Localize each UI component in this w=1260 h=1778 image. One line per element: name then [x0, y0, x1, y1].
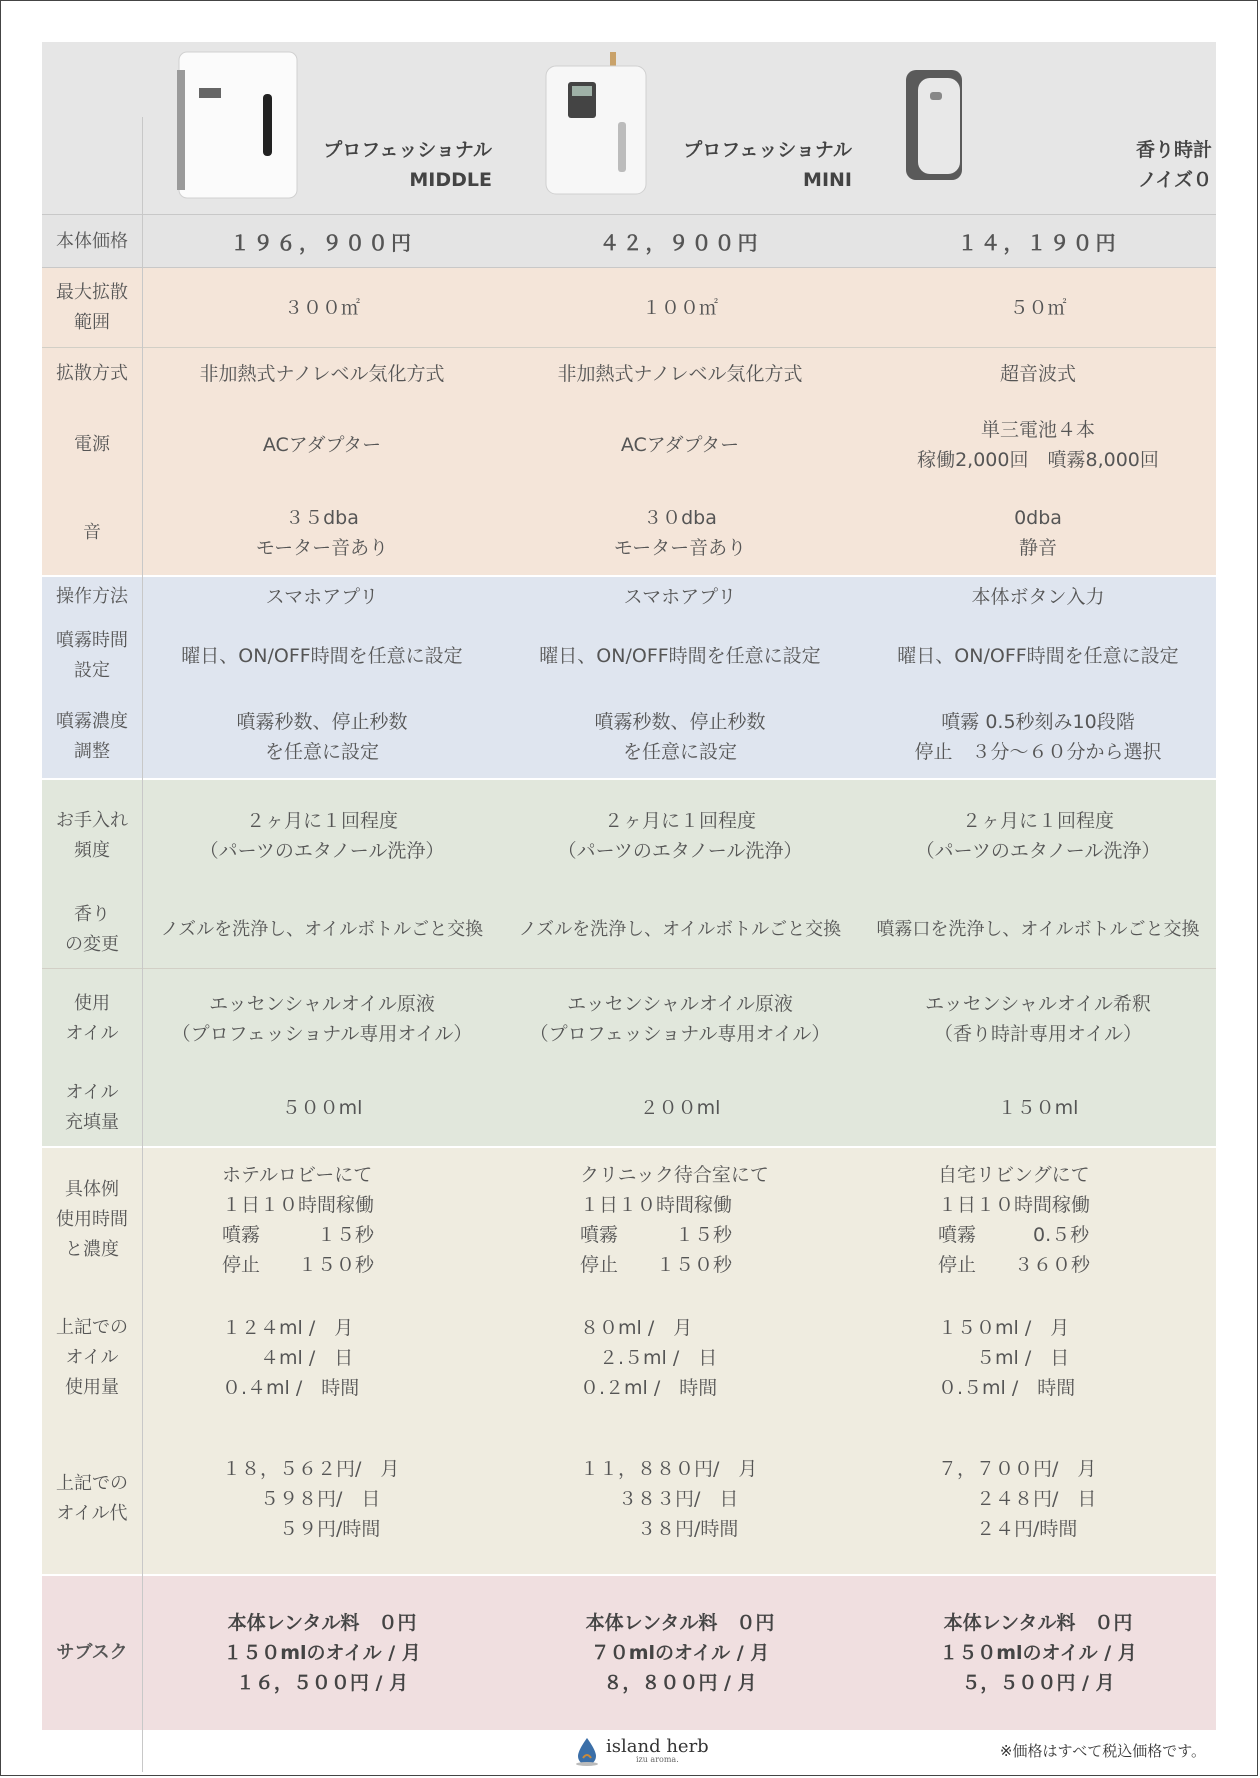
row-label-line: サブスク: [56, 1642, 128, 1663]
cell-line: エッセンシャルオイル原液: [567, 993, 793, 1015]
cell-range-0: [144, 268, 500, 348]
cell-line: ５ml / 日: [938, 1347, 1070, 1369]
cell-line: １日１０時間稼働: [580, 1194, 733, 1216]
cell-line: １日１０時間稼働: [938, 1194, 1091, 1216]
cell-line: １１，８８０円/ 月: [580, 1458, 758, 1480]
cell-timer-1: [502, 617, 858, 695]
cell-line: ACアダプター: [262, 434, 382, 456]
product-name-line: 香り時計: [1135, 139, 1212, 161]
row-label-usage: [42, 1292, 142, 1424]
cell-line: ２.５ml / 日: [580, 1347, 718, 1369]
cell-range-1: [502, 268, 858, 348]
cell-line: エッセンシャルオイル希釈: [925, 993, 1151, 1015]
cell-usage-2: [860, 1292, 1216, 1424]
column-divider: [142, 117, 143, 1772]
cell-line: ８０ml / 月: [580, 1317, 693, 1339]
row-label-line: 本体価格: [56, 230, 128, 252]
row-label-line: 噴霧時間: [56, 630, 128, 651]
cell-line: ０.５ml / 時間: [938, 1377, 1076, 1399]
cell-line: ５００ml: [281, 1096, 363, 1119]
cell-line: 曜日、ON/OFF時間を任意に設定: [181, 645, 463, 667]
cell-line: （プロフェッショナル専用オイル）: [529, 1023, 831, 1045]
row-label-line: 具体例: [65, 1179, 119, 1200]
row-label-line: 上記での: [56, 1473, 128, 1494]
row-label-care: [42, 780, 142, 892]
cell-line: ７０mlのオイル / 月: [590, 1642, 770, 1664]
cell-price-0: [144, 215, 500, 268]
cell-line: スマホアプリ: [265, 586, 379, 608]
cell-method-1: [502, 348, 858, 400]
cell-change-0: [144, 892, 500, 968]
cell-subscription-1: [502, 1576, 858, 1730]
cell-line: 非加熱式ナノレベル気化方式: [199, 363, 445, 385]
row-label-line: 頻度: [74, 840, 110, 861]
cell-capacity-0: [144, 1069, 500, 1146]
cell-line: ノズルを洗浄し、オイルボトルごと交換: [518, 919, 842, 940]
cell-cost-0: [144, 1424, 500, 1574]
cell-line: ０.２ml / 時間: [580, 1377, 718, 1399]
row-label-line: 最大拡散: [56, 282, 128, 303]
cell-timer-0: [144, 617, 500, 695]
cell-line: ３５dba: [285, 506, 359, 529]
cell-sound-0: [144, 490, 500, 575]
cell-line: １５０mlのオイル / 月: [939, 1642, 1137, 1664]
row-label-line: 拡散方式: [56, 363, 128, 384]
cell-line: 噴霧秒数、停止秒数: [236, 710, 408, 733]
row-label-line: 音: [83, 521, 101, 543]
cell-line: １５０ml: [997, 1096, 1079, 1119]
cell-line: ５，５００円 / 月: [961, 1672, 1115, 1694]
row-label-change: [42, 892, 142, 968]
cell-density-1: [502, 695, 858, 778]
product-name-line: ノイズ０: [1137, 169, 1212, 191]
cell-line: 曜日、ON/OFF時間を任意に設定: [539, 645, 821, 667]
row-label-line: 使用: [74, 993, 110, 1014]
row-label-line: 噴霧濃度: [56, 710, 128, 732]
cell-line: 曜日、ON/OFF時間を任意に設定: [897, 645, 1179, 667]
cell-line: （パーツのエタノール洗浄）: [199, 840, 445, 862]
cell-care-0: [144, 780, 500, 892]
row-label-sound: [42, 490, 142, 575]
product-name-mini: [602, 134, 852, 196]
cell-line: 停止 ３６０秒: [938, 1254, 1091, 1276]
row-label-line: 使用時間: [56, 1209, 128, 1230]
cell-oil-0: [144, 969, 500, 1069]
cell-line: ５０㎡: [1009, 297, 1067, 319]
cell-line: ２００ml: [639, 1096, 721, 1119]
cell-line: １５０mlのオイル / 月: [223, 1642, 421, 1664]
cell-example-1: [502, 1148, 858, 1292]
row-label-line: 設定: [74, 660, 110, 681]
cell-subscription-2: [860, 1576, 1216, 1730]
cell-sound-2: [860, 490, 1216, 575]
tax-note: ※価格はすべて税込価格です。: [999, 1742, 1206, 1760]
cell-line: 停止 １５０秒: [222, 1254, 375, 1276]
cell-line: を任意に設定: [264, 740, 379, 763]
row-label-capacity: [42, 1069, 142, 1146]
cell-cost-2: [860, 1424, 1216, 1574]
cell-line: 自宅リビングにて: [938, 1164, 1090, 1186]
cell-line: ２４円/時間: [938, 1518, 1078, 1540]
row-label-example: [42, 1148, 142, 1292]
cell-line: 本体レンタル料 ０円: [943, 1612, 1133, 1634]
cell-line: ACアダプター: [620, 434, 740, 456]
cell-sound-1: [502, 490, 858, 575]
cell-line: 停止 ３分〜６０分から選択: [914, 740, 1162, 763]
row-label-line: 調整: [74, 740, 110, 762]
cell-line: ３００㎡: [283, 297, 360, 319]
cell-line: ７，７００円/ 月: [938, 1458, 1097, 1480]
cell-density-0: [144, 695, 500, 778]
row-label-line: オイル: [65, 1023, 119, 1044]
product-name-clock: [962, 134, 1212, 196]
cell-line: １６，５００円 / 月: [235, 1672, 409, 1694]
cell-price-2: [860, 215, 1216, 268]
logo-subtext: izu aroma.: [635, 1754, 679, 1764]
cell-line: ４２，９００円: [599, 231, 761, 255]
cell-oil-1: [502, 969, 858, 1069]
cell-line: を任意に設定: [622, 740, 737, 763]
cell-line: 噴霧口を洗浄し、オイルボトルごと交換: [876, 919, 1200, 940]
cell-line: ２４８円/ 日: [938, 1488, 1097, 1510]
cell-line: ２ヶ月に１回程度: [961, 810, 1114, 832]
cell-line: １４，１９０円: [957, 231, 1119, 255]
cell-line: 稼働2,000回 噴霧8,000回: [917, 449, 1159, 471]
drop-logo-icon: [574, 1736, 600, 1766]
row-label-line: の変更: [65, 934, 119, 955]
cell-line: ホテルロビーにて: [222, 1164, 373, 1186]
island-herb-logo: [574, 1736, 709, 1766]
cell-operation-2: [860, 577, 1216, 617]
cell-line: モーター音あり: [255, 536, 389, 559]
cell-line: （パーツのエタノール洗浄）: [915, 840, 1161, 862]
cell-care-1: [502, 780, 858, 892]
cell-density-2: [860, 695, 1216, 778]
cell-line: スマホアプリ: [623, 586, 737, 608]
cell-line: （プロフェッショナル専用オイル）: [171, 1023, 473, 1045]
row-label-line: 上記での: [56, 1317, 128, 1338]
cell-line: ３８３円/ 日: [580, 1488, 739, 1510]
product-name-line: MIDDLE: [409, 169, 492, 191]
cell-capacity-2: [860, 1069, 1216, 1146]
cell-line: 噴霧 0.5秒刻み10段階: [941, 710, 1135, 733]
cell-line: 噴霧 0.５秒: [938, 1224, 1090, 1246]
row-label-range: [42, 268, 142, 348]
cell-power-1: [502, 400, 858, 490]
cell-example-2: [860, 1148, 1216, 1292]
cell-line: １２４ml / 月: [222, 1317, 354, 1339]
row-label-power: [42, 400, 142, 490]
comparison-table: [42, 42, 1216, 1730]
row-label-cost: [42, 1424, 142, 1574]
row-label-price: [42, 215, 142, 268]
cell-method-0: [144, 348, 500, 400]
cell-line: １００㎡: [641, 297, 718, 319]
cell-line: 噴霧秒数、停止秒数: [594, 710, 766, 733]
cell-line: ５９８円/ 日: [222, 1488, 381, 1510]
cell-oil-2: [860, 969, 1216, 1069]
cell-change-1: [502, 892, 858, 968]
row-label-line: 範囲: [74, 312, 110, 333]
cell-line: １日１０時間稼働: [222, 1194, 375, 1216]
row-label-line: オイル: [65, 1347, 119, 1368]
cell-timer-2: [860, 617, 1216, 695]
product-name-line: プロフェッショナル: [683, 139, 852, 161]
cell-care-2: [860, 780, 1216, 892]
cell-line: クリニック待合室にて: [580, 1164, 769, 1186]
cell-capacity-1: [502, 1069, 858, 1146]
row-label-density: [42, 695, 142, 778]
row-label-subscription: [42, 1576, 142, 1730]
cell-line: 本体レンタル料 ０円: [585, 1612, 775, 1634]
cell-line: ノズルを洗浄し、オイルボトルごと交換: [160, 919, 484, 940]
aroma-clock-image: [904, 68, 964, 182]
cell-cost-1: [502, 1424, 858, 1574]
row-label-method: [42, 348, 142, 400]
cell-line: モーター音あり: [613, 536, 747, 559]
product-name-line: MINI: [803, 169, 852, 191]
cell-change-2: [860, 892, 1216, 968]
cell-line: 本体レンタル料 ０円: [227, 1612, 417, 1634]
cell-line: 単三電池４本: [980, 419, 1095, 441]
cell-line: １５０ml / 月: [938, 1317, 1070, 1339]
cell-range-2: [860, 268, 1216, 348]
row-label-line: オイル代: [56, 1503, 128, 1524]
cell-line: （パーツのエタノール洗浄）: [557, 840, 803, 862]
cell-line: 噴霧 １５秒: [222, 1224, 375, 1246]
cell-line: ０.４ml / 時間: [222, 1377, 360, 1399]
cell-usage-0: [144, 1292, 500, 1424]
cell-line: ５９円/時間: [222, 1518, 381, 1540]
row-label-line: 香り: [74, 904, 110, 925]
row-label-oil: [42, 969, 142, 1069]
cell-line: ４ml / 日: [222, 1347, 354, 1369]
row-label-line: 充填量: [65, 1111, 119, 1133]
cell-line: ８，８００円 / 月: [603, 1672, 757, 1694]
cell-line: 超音波式: [999, 363, 1076, 385]
row-label-line: 電源: [74, 434, 110, 455]
row-label-line: 使用量: [65, 1377, 119, 1398]
cell-line: １９６，９００円: [230, 231, 414, 255]
cell-line: 噴霧 １５秒: [580, 1224, 733, 1246]
product-name-line: プロフェッショナル: [323, 139, 492, 161]
cell-line: 静音: [1018, 536, 1057, 559]
cell-power-0: [144, 400, 500, 490]
row-label-line: 操作方法: [56, 586, 128, 607]
product-name-middle: [242, 134, 492, 196]
cell-operation-1: [502, 577, 858, 617]
cell-operation-0: [144, 577, 500, 617]
cell-line: 0dba: [1014, 506, 1062, 529]
cell-line: エッセンシャルオイル原液: [209, 993, 435, 1015]
cell-line: 本体ボタン入力: [971, 586, 1105, 608]
cell-line: 非加熱式ナノレベル気化方式: [557, 363, 803, 385]
row-label-line: お手入れ: [56, 810, 128, 831]
cell-line: ２ヶ月に１回程度: [603, 810, 756, 832]
cell-line: ３０dba: [643, 506, 717, 529]
row-label-timer: [42, 617, 142, 695]
row-label-line: と濃度: [65, 1239, 119, 1260]
cell-price-1: [502, 215, 858, 268]
cell-usage-1: [502, 1292, 858, 1424]
cell-line: （香り時計専用オイル）: [933, 1023, 1143, 1045]
cell-line: ２ヶ月に１回程度: [245, 810, 398, 832]
cell-example-0: [144, 1148, 500, 1292]
logo-text: island herb: [606, 1735, 709, 1757]
cell-subscription-0: [144, 1576, 500, 1730]
cell-line: ３８円/時間: [580, 1518, 739, 1540]
row-label-operation: [42, 577, 142, 617]
cell-line: １８，５６２円/ 月: [222, 1458, 400, 1480]
row-label-line: オイル: [65, 1081, 119, 1103]
cell-method-2: [860, 348, 1216, 400]
cell-power-2: [860, 400, 1216, 490]
cell-line: 停止 １５０秒: [580, 1254, 733, 1276]
